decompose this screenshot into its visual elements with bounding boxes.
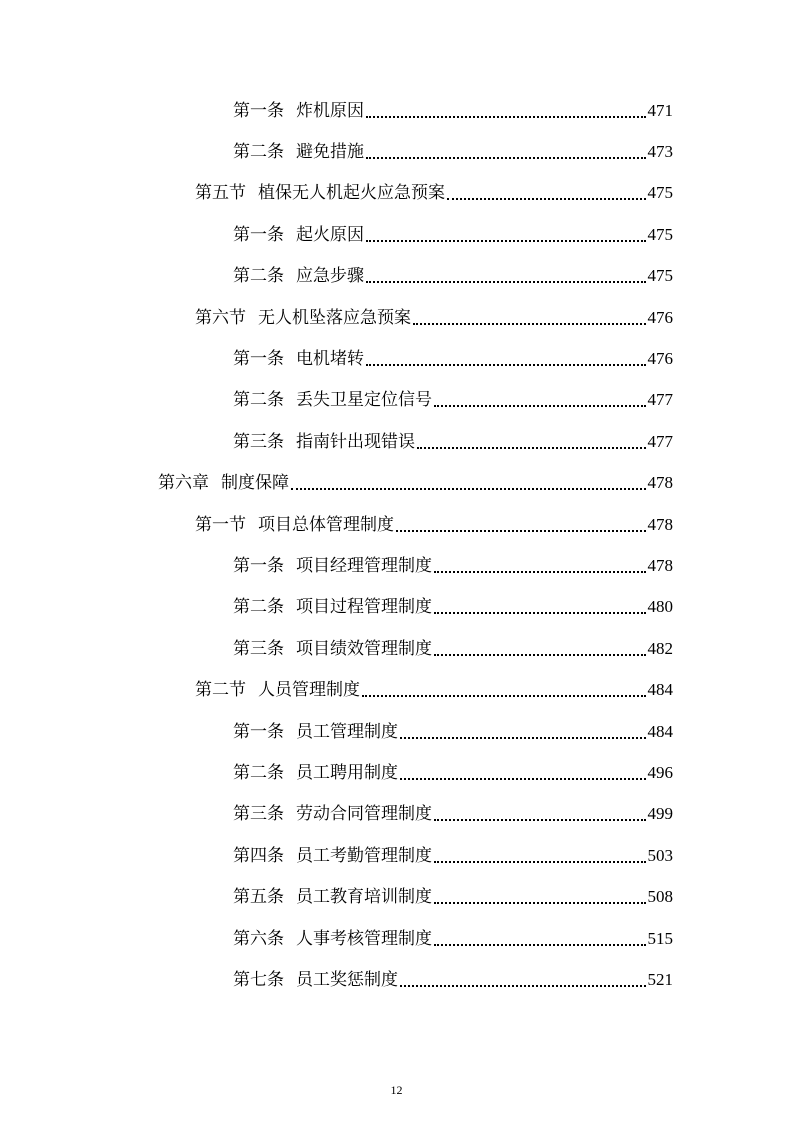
toc-dot-leader xyxy=(434,639,646,659)
toc-entry[interactable] xyxy=(0,711,793,752)
toc-entry-title: 员工奖惩制度 xyxy=(296,969,398,990)
toc-entry-page-number: 484 xyxy=(647,680,673,700)
toc-entry-title: 制度保障 xyxy=(221,473,289,494)
toc-entry-label xyxy=(233,970,398,990)
toc-entry-number: 第二条 xyxy=(233,142,284,163)
toc-dot-leader xyxy=(400,763,646,783)
toc-entry-number: 第一节 xyxy=(195,514,246,535)
toc-dot-leader xyxy=(366,349,646,369)
toc-entry-title: 电机堵转 xyxy=(296,349,364,370)
toc-entry[interactable] xyxy=(0,835,793,876)
toc-dot-leader xyxy=(434,887,646,907)
toc-entry-title: 员工考勤管理制度 xyxy=(296,845,432,866)
toc-entry-page-number: 480 xyxy=(647,597,673,617)
toc-entry-page-number: 477 xyxy=(647,431,673,451)
toc-dot-leader xyxy=(366,266,646,286)
toc-entry[interactable] xyxy=(0,380,793,421)
toc-entry-label xyxy=(233,929,432,949)
toc-entry-page-number: 508 xyxy=(647,887,673,907)
toc-dot-leader xyxy=(434,929,646,949)
toc-entry[interactable] xyxy=(0,918,793,959)
toc-entry-page-number: 476 xyxy=(647,307,673,327)
toc-entry-title: 项目经理管理制度 xyxy=(296,555,432,576)
toc-entry-number: 第三条 xyxy=(233,638,284,659)
toc-entry-number: 第二条 xyxy=(233,390,284,411)
toc-entry-number: 第二条 xyxy=(233,597,284,618)
toc-entry[interactable] xyxy=(0,669,793,710)
toc-entry-label xyxy=(195,183,445,203)
toc-entry-page-number: 478 xyxy=(647,514,673,534)
toc-entry-label xyxy=(158,473,289,493)
toc-entry-title: 人员管理制度 xyxy=(258,680,360,701)
toc-dot-leader xyxy=(434,846,646,866)
toc-dot-leader xyxy=(366,142,646,162)
toc-entry-label xyxy=(233,763,398,783)
page-number: 12 xyxy=(390,1083,403,1097)
toc-entry[interactable] xyxy=(0,628,793,669)
toc-dot-leader xyxy=(434,390,646,410)
toc-entry[interactable] xyxy=(0,794,793,835)
toc-entry-number: 第七条 xyxy=(233,969,284,990)
toc-entry-page-number: 475 xyxy=(647,224,673,244)
toc-entry-number: 第三条 xyxy=(233,804,284,825)
toc-entry-title: 项目总体管理制度 xyxy=(258,514,394,535)
toc-entry-title: 无人机坠落应急预案 xyxy=(258,307,411,328)
toc-entry-label xyxy=(233,804,432,824)
toc-entry-label xyxy=(233,722,398,742)
toc-entry-title: 劳动合同管理制度 xyxy=(296,804,432,825)
toc-dot-leader xyxy=(396,515,646,535)
toc-entry[interactable] xyxy=(0,463,793,504)
toc-entry-label xyxy=(195,680,360,700)
toc-dot-leader xyxy=(400,970,646,990)
toc-entry-label xyxy=(233,556,432,576)
toc-entry-label xyxy=(195,308,411,328)
toc-entry-number: 第一条 xyxy=(233,349,284,370)
toc-dot-leader xyxy=(400,722,646,742)
toc-entry-title: 员工聘用制度 xyxy=(296,762,398,783)
toc-entry-label xyxy=(233,266,364,286)
toc-entry-label xyxy=(233,846,432,866)
toc-entry-number: 第六节 xyxy=(195,307,246,328)
table-of-contents xyxy=(0,90,793,1001)
toc-entry-title: 员工教育培训制度 xyxy=(296,887,432,908)
toc-entry[interactable] xyxy=(0,959,793,1000)
toc-entry-label xyxy=(233,597,432,617)
toc-entry-page-number: 478 xyxy=(647,473,673,493)
toc-entry[interactable] xyxy=(0,545,793,586)
toc-entry[interactable] xyxy=(0,297,793,338)
toc-entry-label xyxy=(233,225,364,245)
toc-entry-label xyxy=(233,349,364,369)
toc-entry-label xyxy=(233,432,415,452)
toc-entry-page-number: 477 xyxy=(647,390,673,410)
toc-entry-label xyxy=(233,390,432,410)
toc-entry-page-number: 475 xyxy=(647,183,673,203)
toc-entry-number: 第六条 xyxy=(233,928,284,949)
toc-entry-title: 项目绩效管理制度 xyxy=(296,638,432,659)
toc-entry-number: 第五条 xyxy=(233,887,284,908)
toc-entry-page-number: 496 xyxy=(647,762,673,782)
toc-entry[interactable] xyxy=(0,214,793,255)
toc-entry-number: 第六章 xyxy=(158,473,209,494)
toc-entry-title: 避免措施 xyxy=(296,142,364,163)
toc-entry-title: 项目过程管理制度 xyxy=(296,597,432,618)
toc-entry-title: 植保无人机起火应急预案 xyxy=(258,183,445,204)
toc-entry-page-number: 503 xyxy=(647,845,673,865)
toc-entry-label xyxy=(233,887,432,907)
toc-dot-leader xyxy=(362,680,646,700)
toc-entry-page-number: 478 xyxy=(647,555,673,575)
toc-dot-leader xyxy=(434,556,646,576)
toc-entry-page-number: 471 xyxy=(647,100,673,120)
toc-entry-number: 第二条 xyxy=(233,762,284,783)
toc-dot-leader xyxy=(434,804,646,824)
toc-entry[interactable] xyxy=(0,256,793,297)
toc-dot-leader xyxy=(366,101,646,121)
toc-entry[interactable] xyxy=(0,131,793,172)
toc-entry-number: 第一条 xyxy=(233,555,284,576)
toc-entry-title: 人事考核管理制度 xyxy=(296,928,432,949)
toc-entry-number: 第一条 xyxy=(233,721,284,742)
toc-entry[interactable] xyxy=(0,90,793,131)
toc-dot-leader xyxy=(417,432,646,452)
toc-entry[interactable] xyxy=(0,752,793,793)
toc-entry-number: 第一条 xyxy=(233,224,284,245)
toc-entry-page-number: 499 xyxy=(647,804,673,824)
toc-entry-title: 炸机原因 xyxy=(296,100,364,121)
toc-entry-title: 应急步骤 xyxy=(296,266,364,287)
toc-entry-title: 指南针出现错误 xyxy=(296,431,415,452)
toc-entry-number: 第四条 xyxy=(233,845,284,866)
toc-entry-number: 第五节 xyxy=(195,183,246,204)
toc-dot-leader xyxy=(434,597,646,617)
toc-entry-title: 丢失卫星定位信号 xyxy=(296,390,432,411)
toc-entry-page-number: 475 xyxy=(647,266,673,286)
toc-entry[interactable] xyxy=(0,504,793,545)
toc-entry-number: 第二条 xyxy=(233,266,284,287)
toc-entry[interactable] xyxy=(0,587,793,628)
toc-entry-label xyxy=(233,142,364,162)
toc-entry-title: 起火原因 xyxy=(296,224,364,245)
toc-entry-number: 第三条 xyxy=(233,431,284,452)
toc-entry-label xyxy=(233,101,364,121)
toc-entry-page-number: 515 xyxy=(647,928,673,948)
toc-entry-number: 第二节 xyxy=(195,680,246,701)
toc-entry-label xyxy=(195,515,394,535)
toc-entry-label xyxy=(233,639,432,659)
toc-entry[interactable] xyxy=(0,876,793,917)
toc-entry-page-number: 482 xyxy=(647,638,673,658)
toc-entry[interactable] xyxy=(0,421,793,462)
toc-dot-leader xyxy=(366,225,646,245)
toc-entry-page-number: 476 xyxy=(647,349,673,369)
toc-entry[interactable] xyxy=(0,173,793,214)
toc-entry-page-number: 521 xyxy=(647,969,673,989)
toc-entry-page-number: 473 xyxy=(647,142,673,162)
toc-entry-number: 第一条 xyxy=(233,100,284,121)
toc-dot-leader xyxy=(291,473,646,493)
toc-dot-leader xyxy=(447,183,646,203)
toc-entry-title: 员工管理制度 xyxy=(296,721,398,742)
toc-dot-leader xyxy=(413,308,646,328)
toc-entry-page-number: 484 xyxy=(647,721,673,741)
toc-entry[interactable] xyxy=(0,338,793,379)
